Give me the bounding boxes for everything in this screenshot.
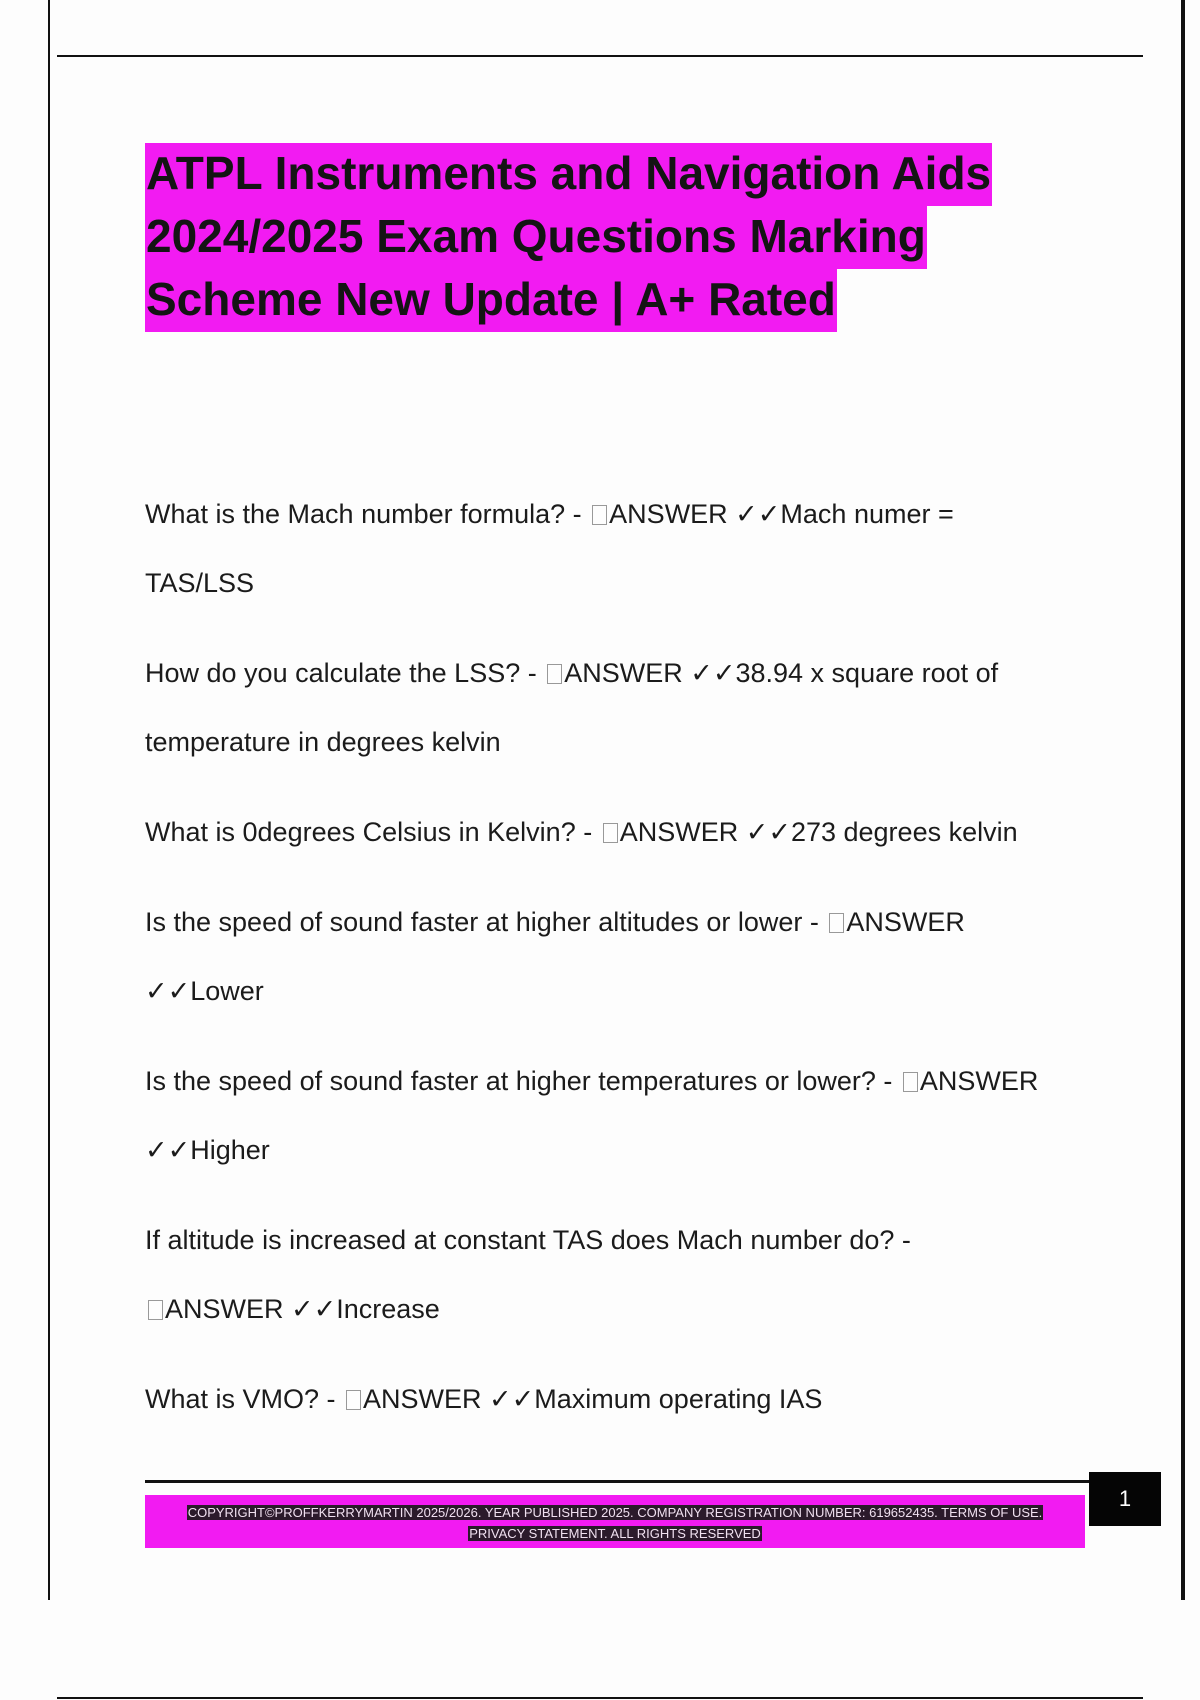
- missing-glyph-box-icon: [592, 505, 607, 525]
- qa-item: [145, 1206, 1085, 1344]
- answer-text: ANSWER: [846, 907, 965, 937]
- page-border-left: [48, 0, 50, 1600]
- missing-glyph-box-icon: [346, 1390, 361, 1410]
- page-number: 1: [1089, 1472, 1161, 1526]
- missing-glyph-box-icon: [547, 664, 562, 684]
- title-line: 2024/2025 Exam Questions Marking: [145, 206, 927, 269]
- question-text: How do you calculate the LSS? -: [145, 658, 545, 688]
- answer-text: ANSWER ✓✓273 degrees kelvin: [619, 817, 1018, 847]
- answer-text: temperature in degrees kelvin: [145, 727, 501, 757]
- question-text: If altitude is increased at constant TAS does Mach number do? -: [145, 1225, 911, 1255]
- title-line: Scheme New Update | A+ Rated: [145, 269, 837, 332]
- page-border-right: [1181, 0, 1185, 1600]
- question-text: Is the speed of sound faster at higher temperatures or lower? -: [145, 1066, 900, 1096]
- qa-item: [145, 480, 1085, 618]
- answer-text: TAS/LSS: [145, 568, 255, 598]
- question-text: Is the speed of sound faster at higher altitudes or lower -: [145, 907, 827, 937]
- missing-glyph-box-icon: [603, 823, 618, 843]
- missing-glyph-box-icon: [903, 1072, 918, 1092]
- header-rule: [57, 55, 1143, 57]
- qa-item: [145, 798, 1085, 867]
- answer-text: ✓✓Higher: [145, 1135, 270, 1165]
- answer-text: ANSWER ✓✓38.94 x square root of: [564, 658, 999, 688]
- missing-glyph-box-icon: [148, 1300, 163, 1320]
- qa-item: [145, 1047, 1085, 1185]
- document-title: [145, 143, 1065, 332]
- qa-item: [145, 639, 1085, 777]
- copyright-text: PRIVACY STATEMENT. ALL RIGHTS RESERVED: [469, 1526, 761, 1541]
- question-text: What is 0degrees Celsius in Kelvin? -: [145, 817, 600, 847]
- answer-text: ANSWER ✓✓Mach numer =: [609, 499, 954, 529]
- qa-item: [145, 1365, 1085, 1434]
- question-text: What is the Mach number formula? -: [145, 499, 590, 529]
- answer-text: ANSWER ✓✓Maximum operating IAS: [363, 1384, 823, 1414]
- answer-text: ✓✓Lower: [145, 976, 264, 1006]
- copyright-footer: [145, 1495, 1085, 1548]
- footer-rule: [145, 1480, 1090, 1483]
- missing-glyph-box-icon: [829, 913, 844, 933]
- copyright-text: COPYRIGHT©PROFFKERRYMARTIN 2025/2026. YEAR PUBLISHED 2025. COMPANY REGISTRATION NUMBER: 619652435. TERMS OF USE.: [187, 1505, 1043, 1520]
- answer-text: ANSWER: [919, 1066, 1039, 1096]
- next-page-rule: [57, 1697, 1143, 1699]
- question-text: What is VMO? -: [145, 1384, 344, 1414]
- answer-text: ANSWER ✓✓Increase: [165, 1294, 440, 1324]
- title-line: ATPL Instruments and Navigation Aids: [145, 143, 992, 206]
- question-list: [145, 480, 1085, 1455]
- qa-item: [145, 888, 1085, 1026]
